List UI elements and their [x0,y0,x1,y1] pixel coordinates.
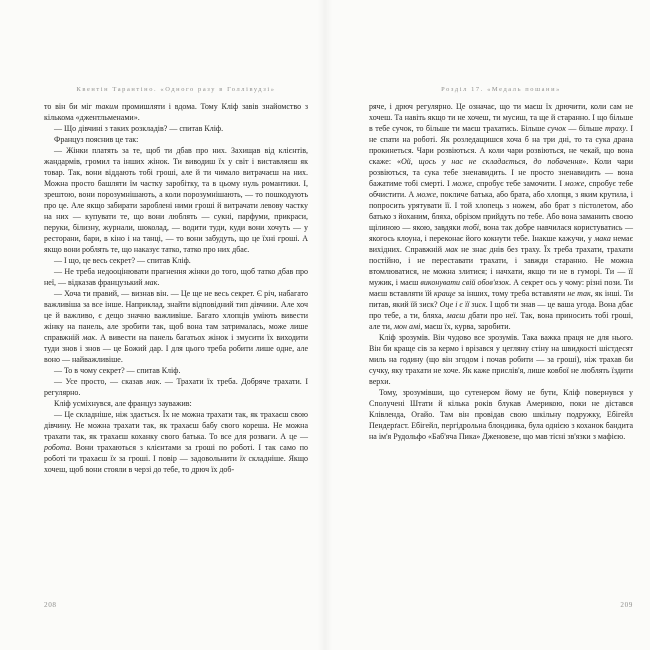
right-running-head: Розділ 17. «Медаль пошани» [441,86,561,93]
paragraph: — Що дівчині з таких розкладів? — спитав Кліф. [54,124,224,133]
right-page-body [369,101,633,442]
paragraph: — І що, це весь секрет? — спитав Кліф. [54,256,191,265]
paragraph: то він би міг таким промишляти і вдома. Тому Кліф завів знайомство з кількома «джентльменами». [44,102,309,122]
left-page-number: 208 [44,601,57,609]
paragraph: — То в чому секрет? — спитав Кліф. [54,366,181,375]
right-page-number: 209 [620,601,633,609]
paragraph: — Хоча ти правий, — визнав він. — Це ще не весь секрет. Є річ, набагато важливіша за все інше. Наприклад, знайти відповідний тип дівчини. Але хоч це й важливо, є дещо значно важливіше. Багато хлопців уміють вивести жінку на панель, але зробити так, щоб вона там затрималась, може лише справжній мак. А вивести на панель багатьох жінок і змусити їх виходити туди знов і знов — це Божий дар. І для цього треба робити лише одне, але воно — найважливіше. [44,289,308,364]
right-page [325,0,650,650]
left-page-body [44,101,308,475]
paragraph: Кліф зрозумів. Він чудово все зрозумів. Така важка праця не для нього. Він би краще сів за кермо і врізався у цегляну стіну на швидкості шістдесят миль на годину (що він згодом і почав робити — за гроші), ніж трахав би сучку, яку трахати не хоче. Як каже прислів'я, лише ковбої не люблять їздити верхи. [369,333,633,386]
left-running-head: Квентін Тарантіно. «Одного разу в Голлівудзі» [76,86,276,93]
paragraph: — Не треба недооцінювати прагнення жінки до того, щоб татко дбав про неї, — відказав французький мак. [44,267,308,287]
paragraph: — Це складніше, ніж здається. Їх не можна трахати так, як трахаєш свою дівчину. Не можна трахати так, як трахаєш бабу свого кореша. Не можна трахати так, як трахаєш коханку свого батька. То все для розваги. А це — робота. Вони трахаються з клієнтами за гроші по роботі. І так само по роботі ти трахаєш їх за гроші. І повір — задовольнити їх складніше. Якщо хочеш, щоб вони стояли в черзі до тебе, то дрюч їх доб- [44,410,308,474]
paragraph: Француз пояснив це так: [54,135,139,144]
paragraph: Кліф усміхнувся, але француз зауважив: [54,399,192,408]
paragraph: ряче, і дрюч регулярно. Це означає, що ти маєш їх дрючити, коли сам не хочеш. Та навіть якщо ти не хочеш, ти мусиш, та ще й старанно. І що більше в тебе сучок, то більше ти маєш трахатись. Більше сучок — більше траху. І не спати на роботі. Як розледащишся хоча б на три дні, то та сука драна прокинеться. Чари розвіються. А коли чари розвіються, не чекай, що вона скаже: «Ой, щось у нас не складається, до побачення». Коли чари розвіються, та сука тебе зненавидить. І не просто зненавидить — вона бажатиме тобі смерті. І може, спробує тебе замочити. І може, спробує тебе обчистити. А може, покличе батька, або брата, або хлопця, з яким крутила, і попросить урятувати її. І той хлопець з ножем, або брат з пістолетом, або батько з йоханим, бляха, обрізом прийдуть по тебе. Або вона заманить своєю щілиною — якою, завдяки тобі, вона так добре навчилася користуватись — якогось клоуна, і переконає його кокнути тебе. Інакше кажучи, у мака немає вихідних. Справжній мак не знає днів без траху. Їх треба трахати, трахати постійно, і не переставати трахати, і завжди старанно. Не можна втомлюватися, не можна злитися; і начхати, якщо ти не в гуморі. Ти — її мужик, і маєш виконувати свій обов'язок. А секрет ось у чому: різні пози. Ти маєш вставляти їй краще за інших, тому треба вставляти не так, як інші. Ти питав, який їй зиск? Оце і є її зиск. І щоб ти знав — це ваша угода. Вона дбає про тебе, а ти, бляха, маєш дбати про неї. Так, вона приносить тобі гроші, але ти, мон амі, маєш їх, курва, заробити. [369,102,634,331]
paragraph: — Жінки платять за те, щоб ти дбав про них. Захищав від клієнтів, жандармів, громил та інших жінок. Ти виводиш їх у світ і виставляєш як товар. Так, вони віддають тобі гроші, але й ти чимало витрачаєш на них. Можна просто башляти їм частку заробітку, та в цьому нуль романтики. І, зрештою, вони порозумнішають, а коли порозумнішають, — то пошкодують про це. Але якщо забирати зароблені ними гроші й витрачати левову частку на них — купувати те, що вони люблять — сукні, парфуми, прикраси, перуки, білизну, журнали, шоколад, — водити туди, куди вони хочуть — у ресторани, бари, в кіно і на танці, — то вони забудуть, що це їхні гроші. А якщо вони роблять те, що наказує татко, татко про них дбає. [44,146,308,254]
paragraph: Тому, зрозумівши, що сутенером йому не бути, Кліф повернувся у Сполучені Штати й кілька років блукав Америкою, поки не дістався Клівленда, Огайо. Там він провідав свою шкільну подружку, Ебігейл Пендерґаст. Ебігейл, пергідрольна блондинка, була однією з коханок бандита на ім'я Рудольфо «Баб'яча Пика» Дженовезе, що мав тісні зв'язки з мафією. [369,388,633,441]
paragraph: — Усе просто, — сказав мак. — Трахати їх треба. Добряче трахати. І регулярно. [44,377,308,397]
